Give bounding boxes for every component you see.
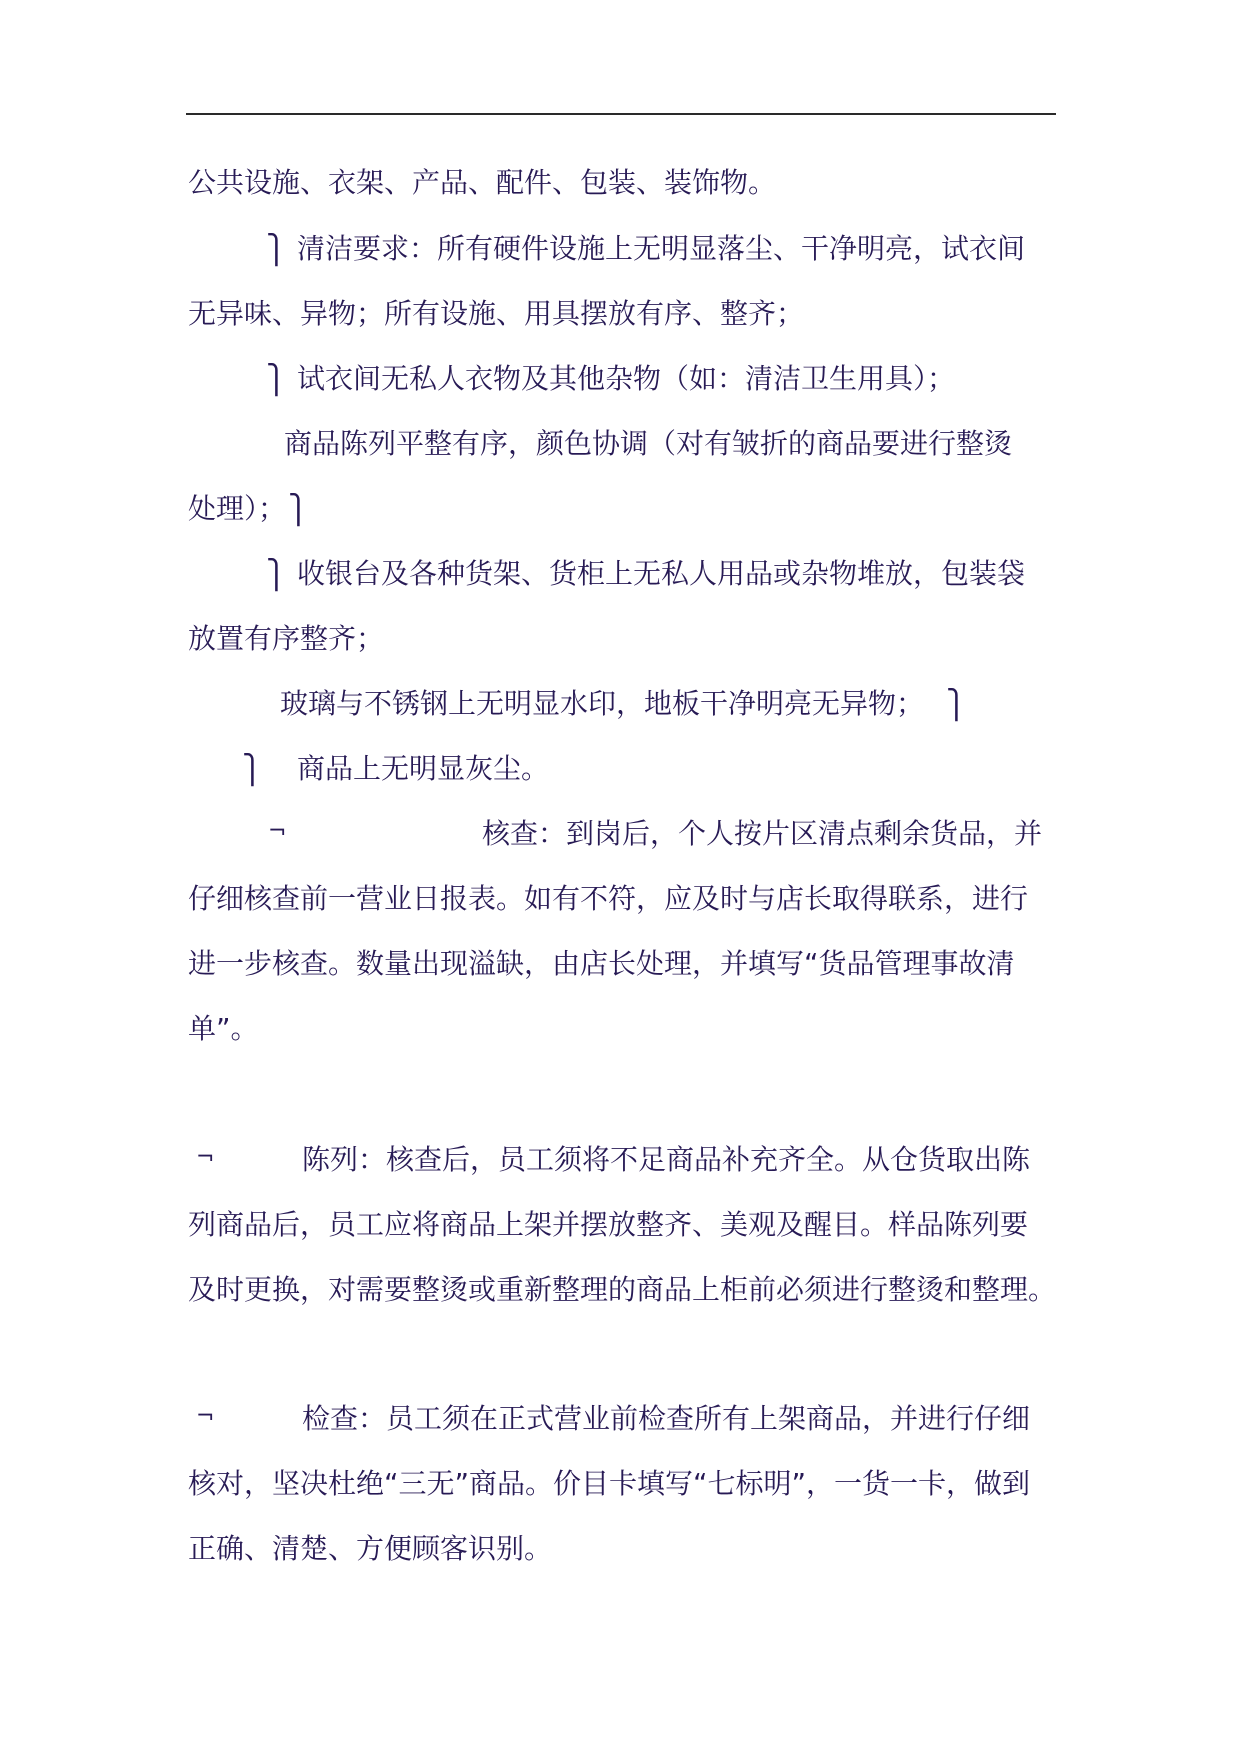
- text-line-7: 收银台及各种货架、货柜上无私人用品或杂物堆放，包装袋: [297, 557, 1026, 590]
- text-line-12: 仔细核查前一营业日报表。如有不符，应及时与店长取得联系，进行: [188, 882, 1029, 915]
- bullet-marker: ⎫: [266, 363, 287, 396]
- text-line-2: 清洁要求：所有硬件设施上无明显落尘、干净明亮，试衣间: [297, 232, 1026, 265]
- text-line-11: 核查：到岗后，个人按片区清点剩余货品，并: [482, 817, 1043, 850]
- text-line-18: 检查：员工须在正式营业前检查所有上架商品，并进行仔细: [302, 1402, 1031, 1435]
- text-line-14: 单”。: [188, 1012, 259, 1045]
- text-line-1: 公共设施、衣架、产品、配件、包装、装饰物。: [188, 166, 777, 199]
- corner-marker: ¬: [268, 819, 287, 844]
- text-line-15: 陈列：核查后，员工须将不足商品补充齐全。从仓货取出陈: [302, 1143, 1031, 1176]
- corner-marker: ¬: [196, 1145, 215, 1170]
- text-line-4: 试衣间无私人衣物及其他杂物（如：清洁卫生用具）；: [297, 362, 956, 395]
- text-line-13: 进一步核查。数量出现溢缺，由店长处理，并填写“货品管理事故清: [188, 947, 1015, 980]
- bullet-marker: ⎫: [946, 688, 967, 721]
- header-rule: [186, 113, 1056, 115]
- bullet-marker: ⎫: [242, 753, 263, 786]
- text-line-17: 及时更换，对需要整烫或重新整理的商品上柜前必须进行整烫和整理。: [188, 1273, 1057, 1306]
- bullet-marker: ⎫: [266, 233, 287, 266]
- bullet-marker: ⎫: [266, 558, 287, 591]
- text-line-6: 处理）；: [188, 492, 287, 525]
- text-line-10: 商品上无明显灰尘。: [297, 752, 550, 785]
- corner-marker: ¬: [196, 1404, 215, 1429]
- text-line-3: 无异味、异物；所有设施、用具摆放有序、整齐；: [188, 297, 805, 330]
- text-line-9: 玻璃与不锈钢上无明显水印，地板干净明亮无异物；: [280, 687, 925, 720]
- text-line-20: 正确、清楚、方便顾客识别。: [188, 1532, 553, 1565]
- bullet-marker: ⎫: [288, 493, 309, 526]
- text-line-5: 商品陈列平整有序，颜色协调（对有皱折的商品要进行整烫: [284, 427, 1013, 460]
- text-line-16: 列商品后，员工应将商品上架并摆放整齐、美观及醒目。样品陈列要: [188, 1208, 1029, 1241]
- text-line-19: 核对，坚决杜绝“三无”商品。价目卡填写“七标明”，一货一卡，做到: [188, 1467, 1031, 1500]
- text-line-8: 放置有序整齐；: [188, 622, 385, 655]
